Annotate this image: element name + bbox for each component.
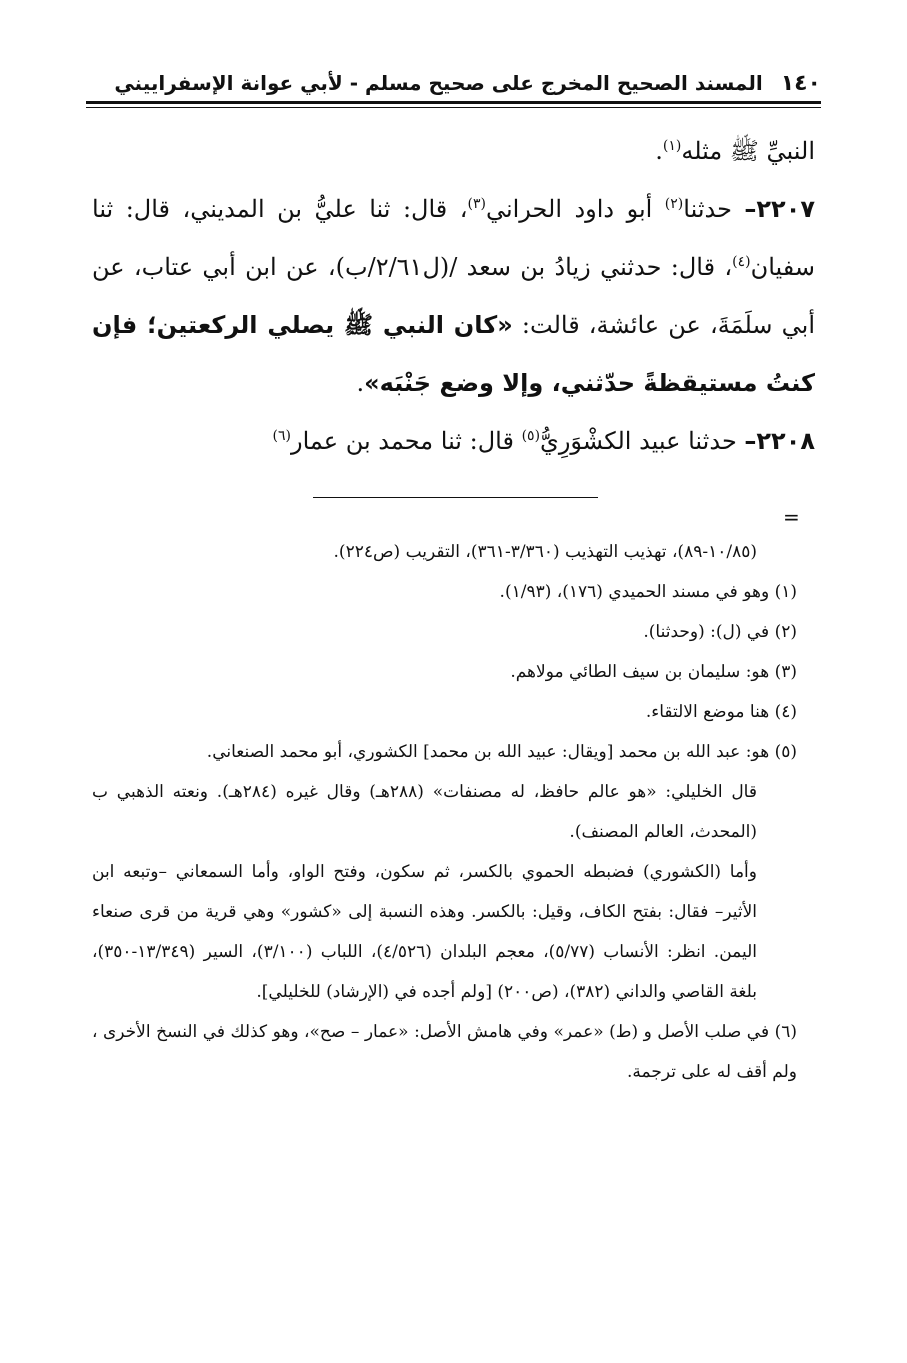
footnote-4: (٤) هنا موضع الالتقاء. [645, 702, 797, 722]
main-text [92, 122, 815, 470]
footnote-ref: (٥) [521, 428, 541, 444]
hadith-number: ٢٢٠٧– [744, 195, 815, 223]
footnote-3: (٣) هو: سليمان بن سيف الطائي مولاهم. [510, 662, 797, 682]
footnote-separator [313, 497, 598, 498]
footnote-ref: (٣) [467, 196, 486, 212]
footnote-2: (٢) في (ل): (وحدثنا). [643, 622, 797, 642]
hadith-text: «كان النبي ﷺ يصلي الركعتين؛ فإن كنتُ مستيقظةً حدّثني، وإلا وضع جَنْبَه» [92, 311, 815, 397]
footnote-6: (٦) في صلب الأصل و (ط) «عمر» وفي هامش الأصل: «عمار – صح»، وهو كذلك في النسخ الأخرى ، ولم أقف له على ترجمة. [92, 1022, 797, 1082]
footnote-5: (٥) هو: عبد الله بن محمد [ويقال: عبيد الله بن محمد] الكشوري، أبو محمد الصنعاني. [206, 742, 797, 762]
footnote-continuation: (١٠/٨٥-٨٩)، تهذيب التهذيب (٣/٣٦٠-٣٦١)، التقريب (ص٢٢٤). [333, 542, 757, 562]
page-header [86, 66, 821, 100]
footnote-ref: (٦) [272, 428, 291, 444]
text-line-continued: النبيِّ ﷺ مثله$^{(١)}$. [655, 137, 815, 165]
footnotes [92, 532, 797, 1092]
running-title: المسند الصحيح المخرج على صحيح مسلم - لأبي عوانة الإسفراييني [114, 71, 763, 95]
footnote-ref: (١) [662, 138, 682, 154]
footnote-ref: (٢) [664, 196, 684, 212]
hadith-2207: ٢٢٠٧– حدثنا$^{(٢)}$ أبو داود الحراني$^{(٣)}$، قال: ثنا عليُّ بن المديني، قال: ثنا سفيان$^{(٤)}$، قال: حدثني زيادُ بن سعد /(ل٢/٦١/ب)، عن ابن أبي عتاب، عن أبي سلَمَةَ، عن عائشة، قالت: «كان النبي ﷺ يصلي الركعتين؛ فإن كنتُ مستيقظةً حدّثني، وإلا وضع جَنْبَه». [92, 195, 816, 397]
footnote-1: (١) وهو في مسند الحميدي (١٧٦)، (١/٩٣). [499, 582, 797, 602]
footnote-ref: (٤) [732, 254, 751, 270]
header-rule-thick [86, 101, 821, 104]
hadith-2208: ٢٢٠٨– حدثنا عبيد الكشْوَرِيُّ$^{(٥)}$ قال: ثنا محمد بن عمار$^{(٦)}$ [272, 427, 815, 455]
header-rule-thin [86, 107, 821, 108]
hadith-number: ٢٢٠٨– [744, 427, 815, 455]
footnote-5-paragraph: قال الخليلي: «هو عالم حافظ، له مصنفات» (٢٨٨هـ) وقال غيره (٢٨٤هـ). ونعته الذهبي ب (المحدث، العالم المصنف). [92, 782, 757, 842]
footnote-5-paragraph: وأما (الكشوري) فضبطه الحموي بالكسر، ثم سكون، وفتح الواو، وأما السمعاني –وتبعه ابن الأثير– فقال: بفتح الكاف، وقيل: بالكسر. وهذه النسبة إلى «كشور» وهي قرية من قرى صنعاء اليمن. انظر: الأنساب (٥/٧٧)، معجم البلدان (٤/٥٢٦)، اللباب (٣/١٠٠)، السير (١٣/٣٤٩-٣٥٠)، بلغة القاصي والداني (٣٨٢)، (ص٢٠٠) [ولم أجده في (الإرشاد) للخليلي]. [92, 862, 758, 1002]
page-number: ١٤٠ [780, 70, 821, 96]
continuation-mark: = [783, 505, 800, 529]
